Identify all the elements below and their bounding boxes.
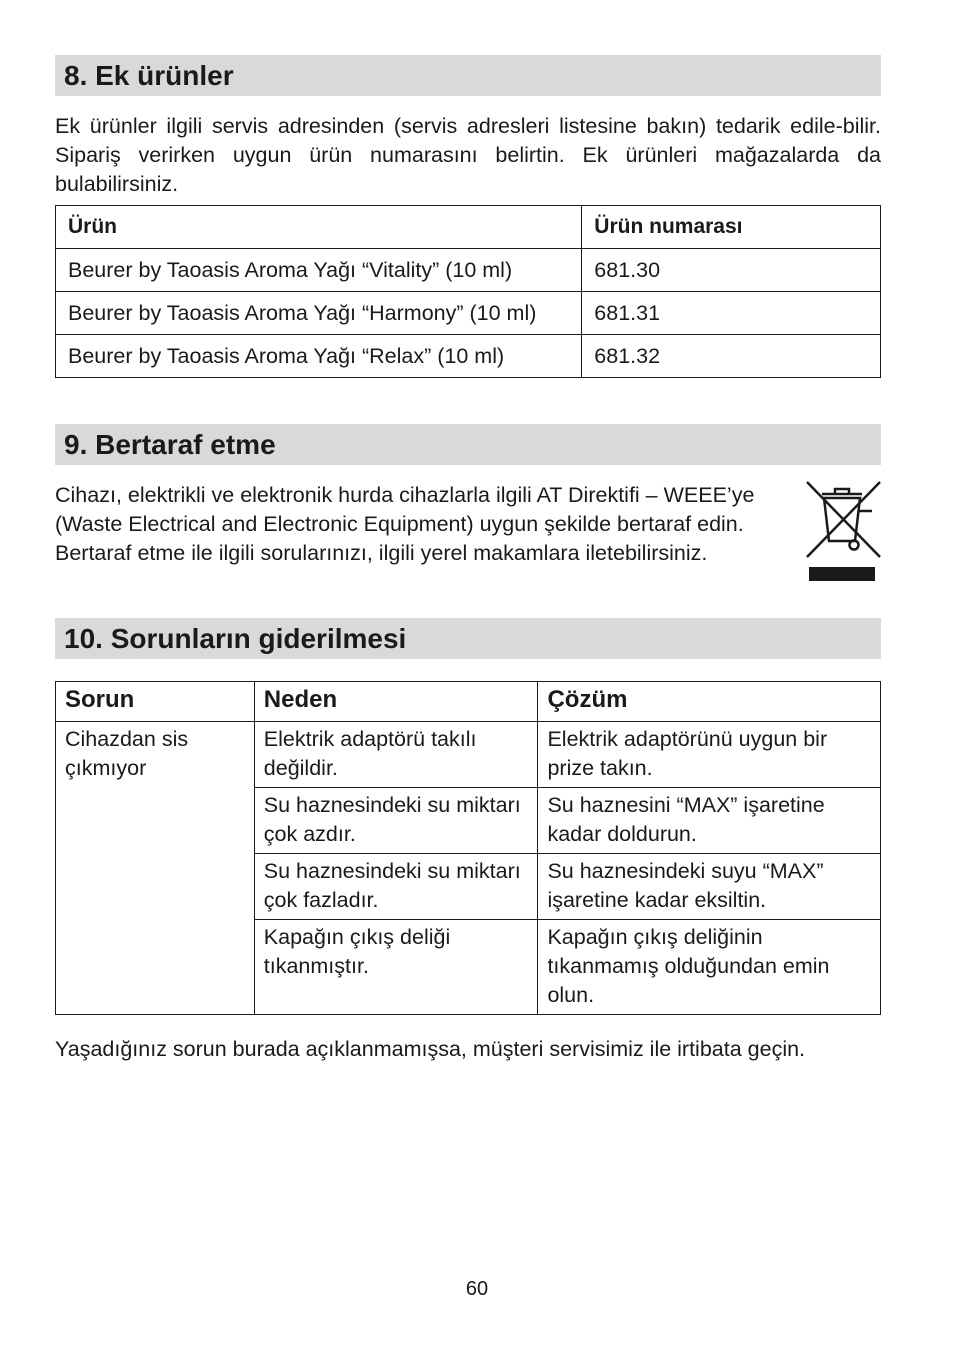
solution-cell: Su haznesindeki suyu “MAX” işaretine kadar eksiltin.	[538, 854, 881, 920]
product-name-cell: Beurer by Taoasis Aroma Yağı “Relax” (10 ml)	[56, 335, 582, 378]
table-header-row	[56, 206, 881, 249]
cause-cell: Elektrik adaptörü takılı değildir.	[254, 722, 538, 788]
column-header-product: Ürün	[56, 206, 582, 249]
column-header-cause: Neden	[254, 682, 538, 722]
cause-cell: Su haznesindeki su miktarı çok azdır.	[254, 788, 538, 854]
table-row	[56, 249, 881, 292]
product-number-cell: 681.32	[582, 335, 881, 378]
product-number-cell: 681.31	[582, 292, 881, 335]
section-9-text: Cihazı, elektrikli ve elektronik hurda cihazlarla ilgili AT Direktifi – WEEE’ye (Waste Electrical and Electronic Equipment) uygun şekilde bertaraf edin. Bertaraf etme ile ilgili sorularınızı, ilgili yerel makamlara iletebilirsiniz.	[55, 483, 755, 565]
troubleshooting-table	[55, 681, 881, 1015]
table-row	[56, 722, 881, 788]
solution-cell: Su haznesini “MAX” işaretine kadar doldurun.	[538, 788, 881, 854]
table-row	[56, 335, 881, 378]
section-9-heading: 9. Bertaraf etme	[55, 424, 881, 465]
troubleshooting-footer-text: Yaşadığınız sorun burada açıklanmamışsa, müşteri servisimiz ile irtibata geçin.	[55, 1037, 806, 1061]
section-8-text: Ek ürünler ilgili servis adresinden (servis adresleri listesine bakın) tedarik edile-bilir. Sipariş verirken uygun ürün numarasını belirtin. Ek ürünleri mağazalarda da bulabilirsiniz.	[55, 114, 881, 196]
section-10-heading: 10. Sorunların giderilmesi	[55, 618, 881, 659]
column-header-product-number: Ürün numarası	[582, 206, 881, 249]
cause-cell: Su haznesindeki su miktarı çok fazladır.	[254, 854, 538, 920]
product-name-cell: Beurer by Taoasis Aroma Yağı “Vitality” (10 ml)	[56, 249, 582, 292]
column-header-problem: Sorun	[56, 682, 255, 722]
accessories-table	[55, 205, 881, 378]
product-name-cell: Beurer by Taoasis Aroma Yağı “Harmony” (10 ml)	[56, 292, 582, 335]
cause-cell: Kapağın çıkış deliği tıkanmıştır.	[254, 920, 538, 1015]
section-8-heading: 8. Ek ürünler	[55, 55, 881, 96]
product-number-cell: 681.30	[582, 249, 881, 292]
solution-cell: Kapağın çıkış deliğinin tıkanmamış olduğundan emin olun.	[538, 920, 881, 1015]
problem-cell: Cihazdan sis çıkmıyor	[56, 722, 255, 1015]
table-row	[56, 292, 881, 335]
page-number: 60	[465, 1278, 489, 1300]
crossed-out-wheelie-bin-icon	[802, 477, 882, 583]
table-header-row	[56, 682, 881, 722]
solution-cell: Elektrik adaptörünü uygun bir prize takın.	[538, 722, 881, 788]
column-header-solution: Çözüm	[538, 682, 881, 722]
